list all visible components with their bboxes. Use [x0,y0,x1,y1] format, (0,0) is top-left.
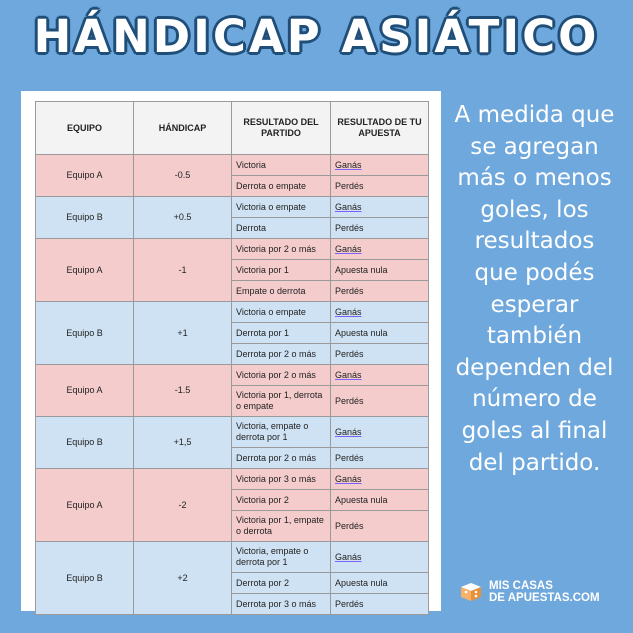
handicap-cell: +1 [134,302,232,365]
bet-outcome-text: Ganás [335,369,362,380]
handicap-cell: +0.5 [134,197,232,239]
bet-outcome-cell [331,239,429,260]
bet-outcome-cell [331,469,429,490]
handicap-cell: -1 [134,239,232,302]
match-result-cell: Derrota por 3 o más [232,594,331,615]
bet-outcome-text: Ganás [335,159,362,170]
team-cell: Equipo B [36,302,134,365]
dice-icon [459,581,483,603]
brand-line-1: MIS CASAS [489,580,553,592]
bet-outcome-cell [331,344,429,365]
bet-outcome-text: Ganás [335,243,362,254]
bet-outcome-cell [331,490,429,511]
header-handicap: HÁNDICAP [134,102,232,155]
team-cell: Equipo A [36,469,134,542]
bet-outcome-cell [331,281,429,302]
team-cell: Equipo B [36,197,134,239]
match-result-cell: Derrota o empate [232,176,331,197]
handicap-cell: -2 [134,469,232,542]
bet-outcome-cell [331,511,429,542]
bet-outcome-text: Ganás [335,426,362,437]
bet-outcome-text: Perdés [335,520,364,531]
match-result-cell: Victoria por 2 o más [232,365,331,386]
handicap-cell: -0.5 [134,155,232,197]
match-result-cell: Empate o derrota [232,281,331,302]
table-row [36,542,429,573]
bet-outcome-text: Apuesta nula [335,264,388,275]
table-row [36,302,429,323]
match-result-cell: Victoria por 3 o más [232,469,331,490]
handicap-table-card [21,91,441,611]
bet-outcome-cell [331,365,429,386]
bet-outcome-text: Perdés [335,222,364,233]
bet-outcome-text: Ganás [335,551,362,562]
match-result-cell: Victoria por 2 [232,490,331,511]
table-row [36,155,429,176]
bet-outcome-text: Apuesta nula [335,494,388,505]
header-equipo: EQUIPO [36,102,134,155]
match-result-cell: Victoria, empate o derrota por 1 [232,542,331,573]
table-header-row [36,102,429,155]
table-row [36,365,429,386]
bet-outcome-cell [331,260,429,281]
bet-outcome-text: Ganás [335,306,362,317]
bet-outcome-cell [331,302,429,323]
bet-outcome-cell [331,197,429,218]
match-result-cell: Victoria por 1, derrota o empate [232,386,331,417]
bet-outcome-cell [331,323,429,344]
handicap-table [35,101,429,615]
bet-outcome-cell [331,573,429,594]
brand-logo [459,577,619,607]
bet-outcome-text: Perdés [335,348,364,359]
team-cell: Equipo A [36,239,134,302]
match-result-cell: Victoria, empate o derrota por 1 [232,417,331,448]
match-result-cell: Victoria por 2 o más [232,239,331,260]
match-result-cell: Victoria o empate [232,302,331,323]
match-result-cell: Victoria por 1, empate o derrota [232,511,331,542]
bet-outcome-text: Ganás [335,473,362,484]
handicap-cell: +1,5 [134,417,232,469]
match-result-cell: Derrota [232,218,331,239]
team-cell: Equipo B [36,542,134,615]
bet-outcome-text: Apuesta nula [335,327,388,338]
match-result-cell: Derrota por 2 o más [232,448,331,469]
match-result-cell: Victoria por 1 [232,260,331,281]
bet-outcome-cell [331,176,429,197]
brand-line-2: DE APUESTAS.COM [489,592,600,604]
handicap-cell: +2 [134,542,232,615]
bet-outcome-text: Apuesta nula [335,577,388,588]
bet-outcome-text: Perdés [335,395,364,406]
team-cell: Equipo A [36,155,134,197]
table-row [36,417,429,448]
match-result-cell: Victoria o empate [232,197,331,218]
match-result-cell: Derrota por 1 [232,323,331,344]
bet-outcome-text: Perdés [335,180,364,191]
handicap-cell: -1.5 [134,365,232,417]
match-result-cell: Victoria [232,155,331,176]
bet-outcome-cell [331,218,429,239]
page-title: HÁNDICAP ASIÁTICO [33,10,600,63]
team-cell: Equipo B [36,417,134,469]
bet-outcome-cell [331,594,429,615]
bet-outcome-text: Perdés [335,285,364,296]
bet-outcome-cell [331,417,429,448]
bet-outcome-cell [331,386,429,417]
table-row [36,469,429,490]
table-body [36,155,429,615]
header-resultado-partido: RESULTADO DEL PARTIDO [232,102,331,155]
bet-outcome-text: Perdés [335,452,364,463]
table-row [36,239,429,260]
bet-outcome-text: Ganás [335,201,362,212]
bet-outcome-cell [331,542,429,573]
brand-text [489,580,600,604]
bet-outcome-cell [331,155,429,176]
side-explanation: A medida que se agregan más o menos goles, los resultados que podés esperar también dependen del número de goles al final del partido. [454,102,615,476]
match-result-cell: Derrota por 2 o más [232,344,331,365]
match-result-cell: Derrota por 2 [232,573,331,594]
bet-outcome-cell [331,448,429,469]
team-cell: Equipo A [36,365,134,417]
bet-outcome-text: Perdés [335,598,364,609]
header-resultado-apuesta: RESULTADO DE TU APUESTA [331,102,429,155]
table-row [36,197,429,218]
